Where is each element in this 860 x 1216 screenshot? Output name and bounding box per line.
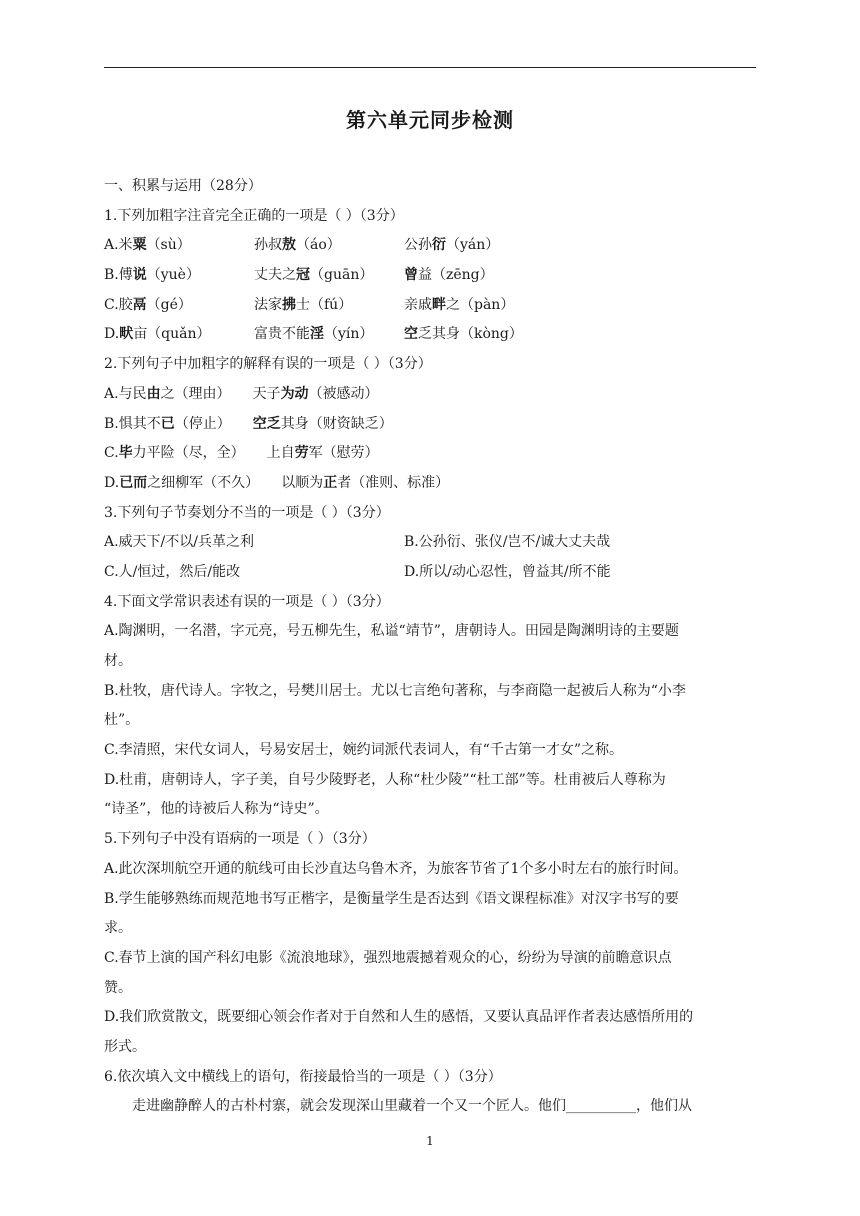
- bold-character: 正: [323, 474, 338, 491]
- question-1-stem: 1.下列加粗字注音完全正确的一项是（ ）（3分）: [104, 207, 404, 224]
- question-6-passage: 走进幽静醉人的古朴村寨，就会发现深山里藏着一个又一个匠人。他们__________，他们从: [132, 1098, 692, 1115]
- option-row: [104, 380, 756, 410]
- bold-character: 敖: [282, 237, 296, 254]
- option-line: 杜”。: [104, 712, 140, 729]
- option-text: （sù）: [146, 237, 191, 254]
- option-cell: [404, 261, 494, 291]
- option-line: A.陶渊明，一名潜，字元亮，号五柳先生，私谥“靖节”，唐朝诗人。田园是陶渊明诗的主要题: [104, 623, 679, 640]
- bold-character: 粟: [132, 237, 147, 254]
- option-cell: [104, 320, 211, 350]
- option-line: 材。: [104, 653, 132, 669]
- option-text: （yán）: [446, 237, 500, 254]
- option-cell: A.威天下/不以/兵革之利: [104, 534, 254, 551]
- option-text: 富贵不能: [254, 326, 310, 343]
- bold-character: 空: [404, 326, 418, 343]
- question-4-stem: 4.下面文学常识表述有误的一项是（ ）（3分）: [104, 593, 390, 610]
- question-3-options: [104, 528, 756, 587]
- option-line: C.李清照，宋代女词人，号易安居士，婉约词派代表词人，有“千古第一才女”之称。: [104, 742, 623, 759]
- option-line: “诗圣”，他的诗被后人称为“诗史”。: [104, 801, 329, 818]
- option-text: （guān）: [310, 267, 374, 284]
- option-line: D.我们欣赏散文，既要细心领会作者对于自然和人生的感悟，又要认真品评作者表达感悟所用的: [104, 1009, 694, 1026]
- header-rule: [104, 67, 756, 68]
- bold-character: 为动: [280, 385, 309, 402]
- option-row: [104, 558, 756, 588]
- document-body: [104, 172, 756, 1122]
- option-line: 求。: [104, 920, 132, 937]
- option-cell: [104, 416, 231, 432]
- option-cell: [254, 261, 373, 291]
- option-text: （被感动）: [308, 385, 379, 402]
- option-line: 形式。: [104, 1038, 146, 1055]
- question-2-options: [104, 380, 756, 499]
- question-3-stem: 3.下列句子节奏划分不当的一项是（ ）（3分）: [104, 504, 390, 521]
- bold-character: 由: [146, 385, 161, 402]
- bold-character: 淫: [310, 326, 324, 343]
- option-text: C.胶: [104, 296, 133, 313]
- option-text: （yín）: [324, 326, 374, 343]
- option-text: A.与民: [104, 385, 147, 402]
- option-row: [104, 469, 756, 499]
- option-text: 士（fú）: [296, 296, 353, 313]
- bold-character: 冠: [296, 267, 310, 284]
- option-cell: [253, 386, 379, 402]
- page-title: 第六单元同步检测: [346, 108, 514, 132]
- option-text: D.: [104, 326, 120, 343]
- option-text: （停止）: [174, 415, 231, 432]
- question-5-stem: 5.下列句子中没有语病的一项是（ ）（3分）: [104, 831, 376, 848]
- option-text: B.傅: [104, 267, 133, 284]
- bold-character: 拂: [282, 296, 296, 313]
- option-text: D.: [104, 474, 120, 491]
- option-text: 亲戚: [404, 296, 432, 313]
- option-text: C.: [104, 445, 119, 462]
- option-text: （yuè）: [146, 267, 200, 284]
- option-row: [104, 439, 756, 469]
- question-1-options: [104, 231, 756, 350]
- question-6-stem: 6.依次填入文中横线上的语句，衔接最恰当的一项是（ ）（3分）: [104, 1068, 502, 1085]
- question-2-stem: 2.下列句子中加粗字的解释有误的一项是（ ）（3分）: [104, 356, 432, 373]
- option-cell: [267, 445, 379, 461]
- option-cell: B.公孙衍、张仪/岂不/诚大丈夫哉: [404, 534, 611, 551]
- option-cell: [104, 386, 231, 402]
- option-text: 公孙: [404, 237, 432, 254]
- option-cell: [254, 231, 341, 261]
- option-row: [104, 261, 756, 291]
- bold-character: 劳: [294, 445, 309, 462]
- option-cell: [104, 291, 192, 321]
- option-cell: [254, 291, 352, 321]
- option-cell: [404, 320, 523, 350]
- option-text: 丈夫之: [254, 267, 296, 284]
- option-text: 者（准则、标准）: [337, 474, 450, 491]
- option-cell: D.所以/动心忍性，曾益其/所不能: [404, 563, 611, 580]
- bold-character: 已: [160, 415, 175, 432]
- option-cell: [281, 475, 449, 491]
- bold-character: 已而: [119, 474, 148, 491]
- option-cell: [104, 231, 191, 261]
- question-5-options: [104, 855, 756, 1063]
- option-cell: [104, 475, 259, 491]
- bold-character: 说: [132, 267, 147, 284]
- option-line: C.春节上演的国产科幻电影《流浪地球》，强烈地震撼着观众的心，纷纷为导演的前瞻意识点: [104, 949, 672, 966]
- option-cell: C.人/恒过，然后/能改: [104, 563, 241, 580]
- bold-character: 畔: [432, 296, 446, 313]
- bold-character: 衍: [432, 237, 446, 254]
- option-cell: [104, 261, 200, 291]
- option-cell: [404, 231, 499, 261]
- option-line: A.此次深圳航空开通的航线可由长沙直达乌鲁木齐，为旅客节省了1个多小时左右的旅行时间。: [104, 860, 688, 877]
- option-row: [104, 291, 756, 321]
- bold-character: 空乏: [252, 415, 281, 432]
- option-text: （gé）: [146, 296, 192, 313]
- option-row: [104, 528, 756, 558]
- option-text: 以顺为: [281, 474, 324, 491]
- option-line: B.学生能够熟练而规范地书写正楷字，是衡量学生是否达到《语文课程标准》对汉字书写的要: [104, 890, 679, 907]
- option-text: 其身（财资缺乏）: [280, 415, 393, 432]
- option-line: B.杜牧，唐代诗人。字牧之，号樊川居士。尤以七言绝句著称，与李商隐一起被后人称为“小李: [104, 682, 686, 699]
- option-text: A.米: [104, 237, 133, 254]
- option-text: 上自: [266, 445, 295, 462]
- option-text: （áo）: [296, 237, 341, 254]
- bold-character: 曾: [404, 267, 418, 284]
- option-text: 之细柳军（不久）: [147, 474, 260, 491]
- option-line: 赞。: [104, 979, 132, 996]
- question-4-options: [104, 617, 756, 825]
- option-text: 孙叔: [254, 237, 282, 254]
- bold-character: 鬲: [132, 296, 147, 313]
- option-row: [104, 231, 756, 261]
- bold-character: 畎: [119, 326, 134, 343]
- option-text: B.惧其不: [104, 415, 161, 432]
- option-text: 亩（quǎn）: [133, 326, 211, 343]
- option-text: 法家: [254, 296, 282, 313]
- bold-character: 毕: [118, 445, 133, 462]
- option-cell: [253, 416, 393, 432]
- option-text: 天子: [252, 385, 281, 402]
- option-cell: [104, 445, 245, 461]
- section-heading: 一、积累与运用（28分）: [104, 178, 262, 194]
- page-number: 1: [426, 1134, 434, 1148]
- option-cell: [254, 320, 373, 350]
- option-row: [104, 410, 756, 440]
- option-row: [104, 320, 756, 350]
- option-text: 力平险（尽，全）: [132, 445, 245, 462]
- option-line: D.杜甫，唐朝诗人，字子美，自号少陵野老，人称“杜少陵”“杜工部”等。杜甫被后人尊称为: [104, 771, 666, 788]
- option-text: 之（pàn）: [446, 296, 515, 313]
- option-text: 军（慰劳）: [308, 445, 379, 462]
- option-cell: [404, 291, 514, 321]
- option-text: 乏其身（kòng）: [418, 326, 523, 343]
- option-text: 益（zēng）: [418, 267, 494, 284]
- option-text: 之（理由）: [160, 385, 231, 402]
